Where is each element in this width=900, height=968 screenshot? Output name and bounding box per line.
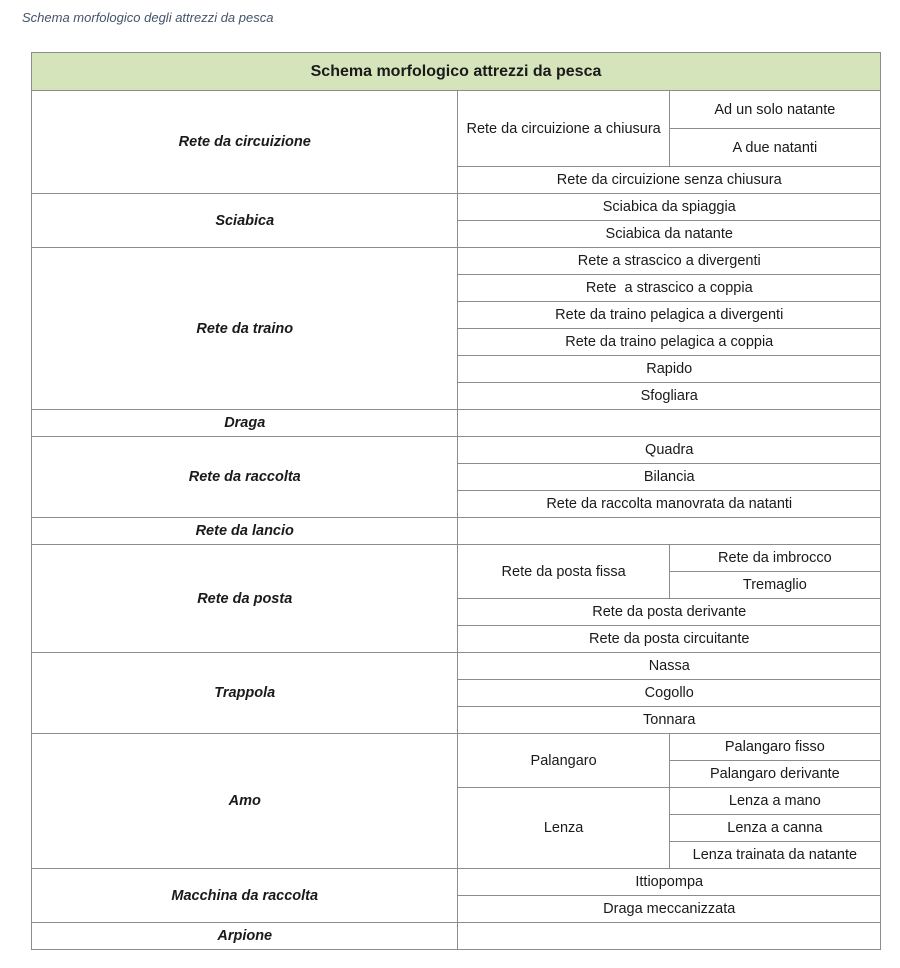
subtype-palangaro-fisso: Palangaro fisso [669,734,880,761]
category-rete-da-posta: Rete da posta [32,545,458,653]
category-trappola: Trappola [32,653,458,734]
empty-cell [458,518,881,545]
category-macchina-da-raccolta: Macchina da raccolta [32,869,458,923]
subtype-posta-fissa: Rete da posta fissa [458,545,669,599]
subtype-raccolta-natanti: Rete da raccolta manovrata da natanti [458,491,881,518]
subtype-draga-meccanizzata: Draga meccanizzata [458,896,881,923]
subtype-strascico-divergenti: Rete a strascico a divergenti [458,248,881,275]
subtype-lenza-mano: Lenza a mano [669,788,880,815]
category-rete-da-lancio: Rete da lancio [32,518,458,545]
subtype-cogollo: Cogollo [458,680,881,707]
subtype-bilancia: Bilancia [458,464,881,491]
subtype-imbrocco: Rete da imbrocco [669,545,880,572]
subtype-due-natanti: A due natanti [669,129,880,167]
table-title: Schema morfologico attrezzi da pesca [32,53,881,91]
subtype-sciabica-spiaggia: Sciabica da spiaggia [458,194,881,221]
subtype-pelagica-divergenti: Rete da traino pelagica a divergenti [458,302,881,329]
subtype-circuizione-a-chiusura: Rete da circuizione a chiusura [458,91,669,167]
subtype-strascico-coppia: Rete a strascico a coppia [458,275,881,302]
subtype-ittiopompa: Ittiopompa [458,869,881,896]
empty-cell [458,923,881,950]
subtype-tonnara: Tonnara [458,707,881,734]
subtype-lenza: Lenza [458,788,669,869]
subtype-palangaro: Palangaro [458,734,669,788]
subtype-quadra: Quadra [458,437,881,464]
subtype-pelagica-coppia: Rete da traino pelagica a coppia [458,329,881,356]
empty-cell [458,410,881,437]
subtype-lenza-canna: Lenza a canna [669,815,880,842]
category-sciabica: Sciabica [32,194,458,248]
document-caption: Schema morfologico degli attrezzi da pesca [22,10,274,25]
fishing-gear-table [31,52,881,950]
subtype-rapido: Rapido [458,356,881,383]
subtype-sfogliara: Sfogliara [458,383,881,410]
category-rete-da-traino: Rete da traino [32,248,458,410]
subtype-posta-circuitante: Rete da posta circuitante [458,626,881,653]
category-arpione: Arpione [32,923,458,950]
subtype-tremaglio: Tremaglio [669,572,880,599]
subtype-nassa: Nassa [458,653,881,680]
subtype-posta-derivante: Rete da posta derivante [458,599,881,626]
subtype-sciabica-natante: Sciabica da natante [458,221,881,248]
subtype-solo-natante: Ad un solo natante [669,91,880,129]
subtype-palangaro-derivante: Palangaro derivante [669,761,880,788]
category-amo: Amo [32,734,458,869]
category-rete-da-circuizione: Rete da circuizione [32,91,458,194]
subtype-circuizione-senza-chiusura: Rete da circuizione senza chiusura [458,167,881,194]
subtype-lenza-trainata: Lenza trainata da natante [669,842,880,869]
category-rete-da-raccolta: Rete da raccolta [32,437,458,518]
category-draga: Draga [32,410,458,437]
